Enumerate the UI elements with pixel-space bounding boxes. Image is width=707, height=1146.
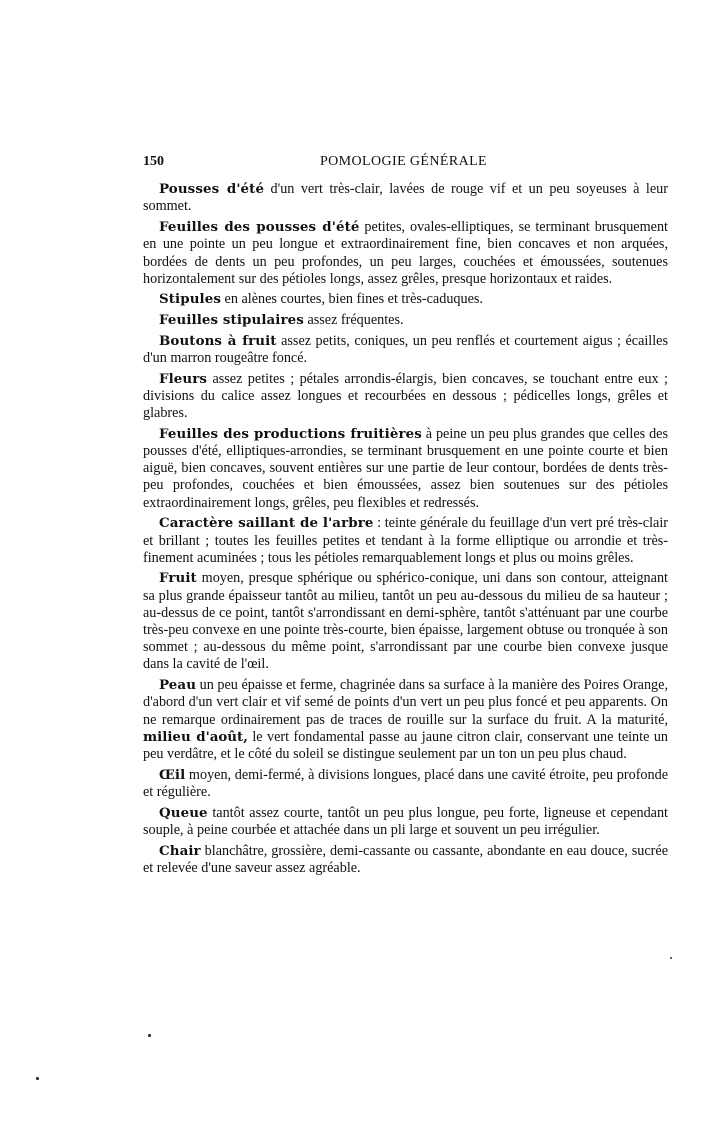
paragraph-fleurs [143, 371, 668, 423]
paragraph-stipules [143, 291, 668, 308]
scan-speck [148, 1034, 151, 1037]
paragraph-text: assez petites ; pétales arrondis-élargis, bien concaves, se touchant entre eux ; divisions du calice assez longues et recourbées en dessous ; pédicelles longs, grêles et glabres. [143, 370, 668, 422]
book-page [143, 153, 668, 880]
paragraph-text-continued: le vert fondamental passe au jaune citron clair, conservant une teinte un peu verdâtre, et le côté du soleil se distingue seulement par un ton un peu plus chaud. [143, 728, 669, 762]
term-heading: Feuilles des productions fruitières [159, 425, 422, 442]
paragraph-text: assez petits, coniques, un peu renflés et courtement aigus ; écailles d'un marron rougeâtre foncé. [143, 332, 669, 367]
term-heading: Caractère saillant de l'arbre [159, 515, 374, 532]
scan-speck [670, 957, 672, 959]
paragraph-text: tantôt assez courte, tantôt un peu plus longue, peu forte, ligneuse et cependant souple, à peine courbée et attachée dans un pli large et souvent un peu irrégulier. [143, 804, 668, 838]
paragraph-text: un peu épaisse et ferme, chagrinée dans sa surface à la manière des Poires Orange, d'abord d'un vert clair et vif semé de points d'un vert un peu plus foncé et peu apparents. On ne remarque ordinairement pas de traces de rouille sur la surface du fruit. A la maturité, [143, 677, 668, 728]
term-heading: Stipules [159, 291, 221, 308]
paragraph-text: moyen, demi-fermé, à divisions longues, placé dans une cavité étroite, peu profonde et régulière. [143, 766, 668, 800]
paragraph-queue [143, 805, 668, 839]
paragraph-oeil [143, 767, 668, 801]
term-heading: Fruit [159, 570, 197, 587]
page-header [143, 153, 668, 170]
paragraph-peau [143, 677, 668, 763]
running-title: POMOLOGIE GÉNÉRALE [319, 154, 488, 169]
term-heading: Œil [159, 766, 186, 783]
term-heading: Feuilles stipulaires [159, 312, 304, 329]
paragraph-text: d'un vert très-clair, lavées de rouge vif et un peu soyeuses à leur sommet. [143, 181, 668, 215]
term-heading: Queue [159, 804, 208, 821]
paragraph-pousses [143, 181, 668, 215]
paragraph-feuilles-pousses [143, 219, 668, 288]
term-heading: Feuilles des pousses d'été [159, 219, 360, 236]
paragraph-chair [143, 843, 668, 877]
paragraph-feuilles-stipulaires [143, 312, 668, 329]
paragraph-text: assez fréquentes. [303, 312, 404, 329]
ripening-date: milieu d'août, [143, 728, 248, 745]
paragraph-text: blanchâtre, grossière, demi-cassante ou cassante, abondante en eau douce, sucrée et relevée d'une saveur assez agréable. [143, 842, 668, 876]
term-heading: Fleurs [159, 370, 208, 387]
paragraph-text: petites, ovales-elliptiques, se terminant brusquement en une pointe un peu longue et extraordinairement fine, bien concaves et non arquées, bordées de dents un peu profondes, un peu larges, couchées et émoussées, soutenues horizontalement sur des pétioles longs, assez grêles, presque horizontaux et raides. [143, 219, 668, 287]
paragraph-text: en alènes courtes, bien fines et très-caduques. [221, 291, 483, 308]
page-number: 150 [143, 154, 164, 169]
paragraph-boutons [143, 333, 668, 367]
paragraph-feuilles-productions [143, 426, 668, 512]
paragraph-text: à peine un peu plus grandes que celles des pousses d'été, elliptiques-arrondies, se terminant brusquement en une pointe courte et bien aiguë, bien concaves, souvent entières sur une partie de leur contour, bordées de dents très-peu profondes, couchées et bien émoussées, assez bien soutenues sur des pétioles extraordinairement longs, grêles, peu flexibles et redressés. [143, 425, 668, 511]
scan-speck [36, 1077, 39, 1080]
paragraph-text: moyen, presque sphérique ou sphérico-conique, uni dans son contour, atteignant sa plus grande épaisseur tantôt au milieu, tantôt un peu au-dessous du milieu de sa hauteur ; au-dessus de ce point, tantôt s'arrondissant en demi-sphère, tantôt s'atténuant par une courbe très-peu convexe en une pointe très-courte, bien épaisse, largement obtuse ou tronquée à son sommet ; au-dessous du même point, s'arrondissant par une courbe bien convexe jusque dans la cavité de l'œil. [143, 570, 668, 673]
term-heading: Peau [159, 677, 197, 694]
term-heading: Pousses d'été [159, 181, 265, 198]
term-heading: Chair [159, 842, 201, 859]
paragraph-text: : teinte générale du feuillage d'un vert pré très-clair et brillant ; toutes les feuilles petites et tendant à la forme elliptique ou arrondie et très-finement acuminées ; tous les pétioles remarquablement longs et plus ou moins grêles. [143, 515, 668, 566]
paragraph-caractere [143, 515, 668, 567]
paragraph-fruit [143, 570, 668, 673]
term-heading: Boutons à fruit [159, 332, 277, 349]
